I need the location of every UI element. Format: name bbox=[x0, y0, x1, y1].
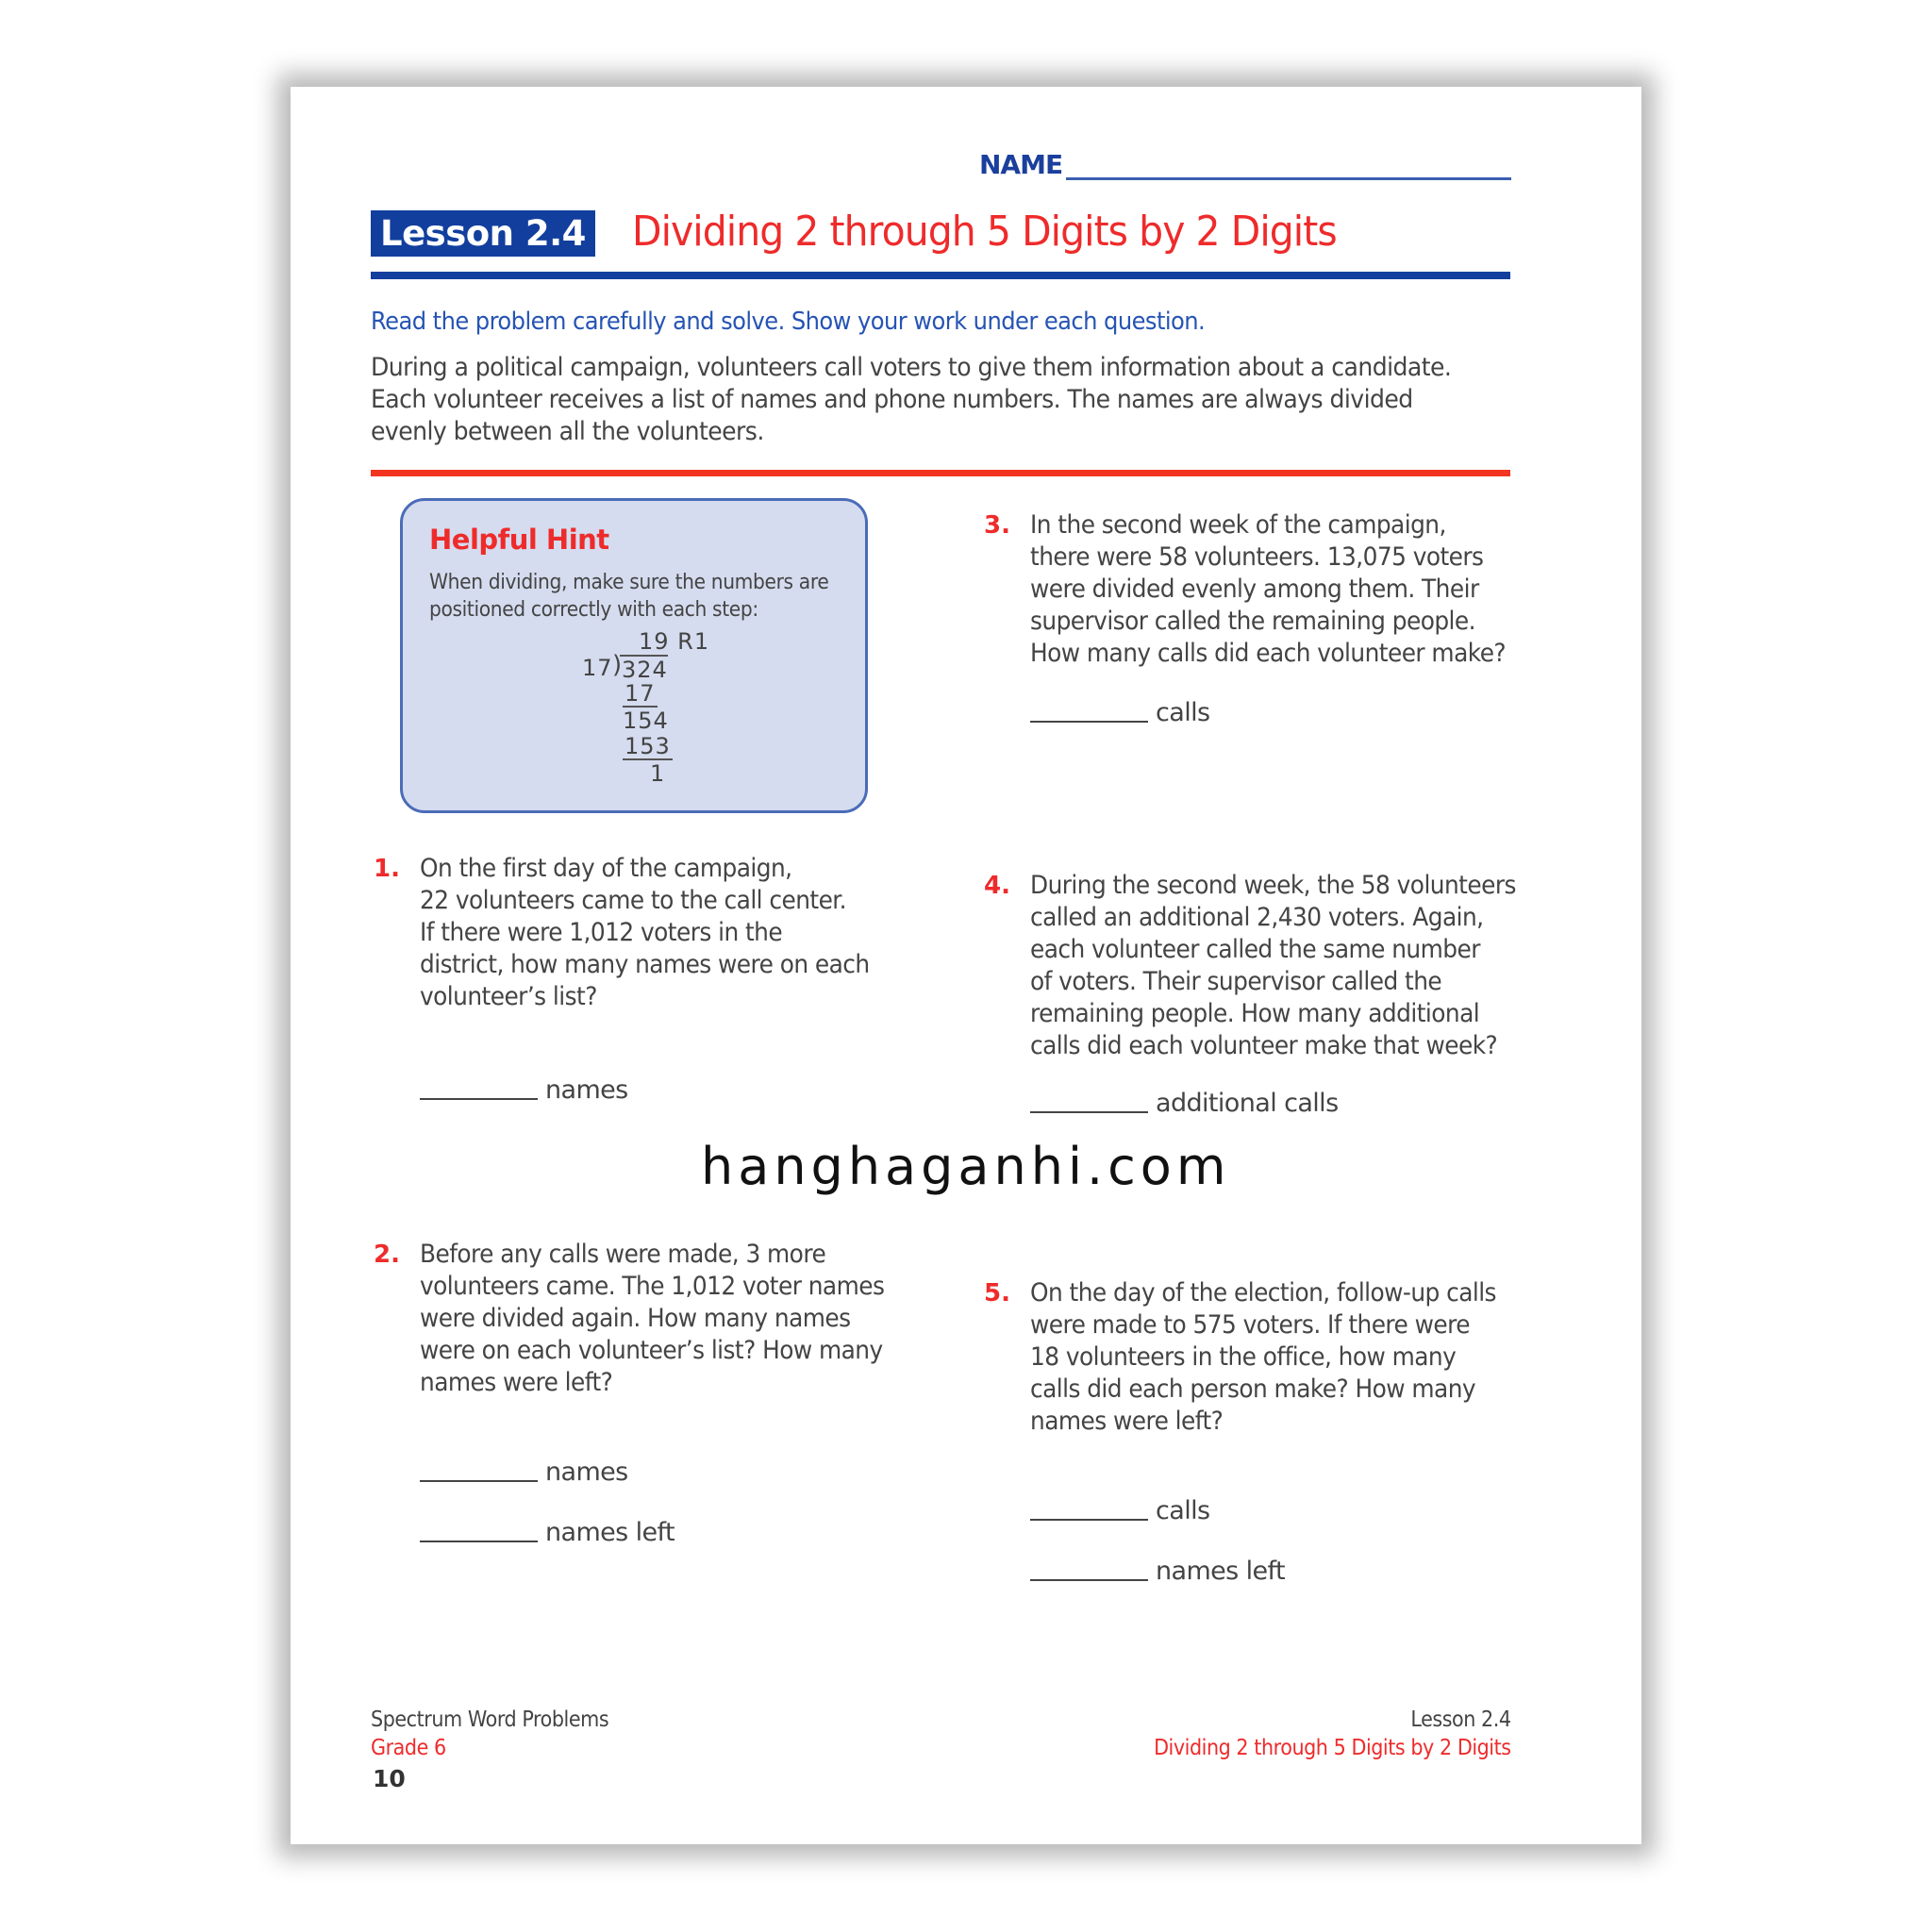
answer-blank[interactable] bbox=[420, 1098, 538, 1100]
question-number: 5. bbox=[984, 1279, 1010, 1307]
answer-field[interactable] bbox=[1030, 1089, 1339, 1118]
question-line: volunteers came. The 1,012 voter names bbox=[420, 1272, 885, 1301]
question-line: were made to 575 voters. If there were bbox=[1030, 1310, 1470, 1340]
question-text bbox=[420, 1239, 884, 1399]
division-step: 153 bbox=[625, 733, 671, 759]
question-line: If there were 1,012 voters in the bbox=[420, 918, 783, 947]
answer-unit: calls bbox=[1156, 698, 1210, 727]
answer-unit: calls bbox=[1156, 1496, 1210, 1525]
lesson-title: Dividing 2 through 5 Digits by 2 Digits bbox=[632, 208, 1337, 256]
division-remainder: 1 bbox=[650, 760, 666, 787]
question-line: were on each volunteer’s list? How many bbox=[420, 1336, 883, 1365]
lesson-badge: Lesson 2.4 bbox=[371, 210, 595, 257]
answer-blank[interactable] bbox=[1030, 721, 1148, 723]
footer-lesson-title: Dividing 2 through 5 Digits by 2 Digits bbox=[1154, 1736, 1511, 1760]
answer-unit: additional calls bbox=[1156, 1089, 1339, 1118]
question-line: volunteer’s list? bbox=[420, 982, 597, 1011]
question-text bbox=[420, 853, 870, 1013]
hint-text bbox=[429, 569, 828, 624]
intro-paragraph bbox=[371, 352, 1476, 448]
section-divider bbox=[371, 470, 1510, 476]
answer-unit: names left bbox=[545, 1518, 675, 1547]
answer-blank[interactable] bbox=[1030, 1519, 1148, 1521]
instructions: Read the problem carefully and solve. Show your work under each question. bbox=[371, 308, 1206, 336]
question-number: 2. bbox=[374, 1241, 400, 1269]
header-divider bbox=[371, 272, 1510, 279]
question-line: names were left? bbox=[420, 1368, 613, 1397]
name-field-line[interactable] bbox=[1066, 177, 1511, 180]
question-text bbox=[1030, 1277, 1496, 1438]
question-text bbox=[1030, 509, 1506, 670]
answer-blank[interactable] bbox=[420, 1480, 538, 1482]
dividend: 324 bbox=[622, 657, 668, 683]
question-line: were divided evenly among them. Their bbox=[1030, 575, 1479, 604]
question-line: On the day of the election, follow-up calls bbox=[1030, 1278, 1496, 1307]
page-number: 10 bbox=[373, 1765, 406, 1792]
question-number: 3. bbox=[984, 511, 1010, 540]
question-line: each volunteer called the same number bbox=[1030, 935, 1480, 964]
question-line: 18 volunteers in the office, how many bbox=[1030, 1342, 1457, 1372]
question-line: district, how many names were on each bbox=[420, 950, 870, 979]
question-line: were divided again. How many names bbox=[420, 1304, 851, 1333]
question-line: On the first day of the campaign, bbox=[420, 854, 792, 883]
division-step: 154 bbox=[623, 708, 669, 734]
division-bracket-icon: ) bbox=[612, 651, 624, 679]
footer-book-title: Spectrum Word Problems bbox=[371, 1707, 609, 1732]
intro-line: evenly between all the volunteers. bbox=[371, 417, 764, 446]
division-step: 17 bbox=[625, 680, 656, 707]
question-line: calls did each person make? How many bbox=[1030, 1374, 1476, 1404]
divisor: 17 bbox=[582, 655, 613, 681]
answer-blank[interactable] bbox=[420, 1541, 538, 1542]
question-line: remaining people. How many additional bbox=[1030, 999, 1480, 1028]
answer-unit: names left bbox=[1156, 1557, 1285, 1586]
answer-unit: names bbox=[545, 1075, 628, 1105]
question-line: During the second week, the 58 volunteers bbox=[1030, 871, 1516, 900]
footer-left bbox=[371, 1706, 608, 1762]
footer-right bbox=[1154, 1706, 1511, 1762]
question-line: called an additional 2,430 voters. Again, bbox=[1030, 903, 1484, 932]
question-line: there were 58 volunteers. 13,075 voters bbox=[1030, 542, 1484, 572]
footer-grade: Grade 6 bbox=[371, 1736, 446, 1760]
hint-line: positioned correctly with each step: bbox=[429, 598, 758, 622]
hint-title: Helpful Hint bbox=[429, 524, 609, 556]
question-number: 4. bbox=[984, 872, 1010, 900]
answer-field[interactable] bbox=[420, 1457, 628, 1487]
name-label: NAME bbox=[979, 149, 1063, 180]
question-line: 22 volunteers came to the call center. bbox=[420, 886, 847, 915]
footer-lesson: Lesson 2.4 bbox=[1410, 1707, 1511, 1732]
question-line: How many calls did each volunteer make? bbox=[1030, 639, 1507, 668]
watermark: hanghaganhi.com bbox=[701, 1137, 1231, 1196]
hint-line: When dividing, make sure the numbers are bbox=[429, 571, 829, 594]
intro-line: Each volunteer receives a list of names and phone numbers. The names are always divided bbox=[371, 385, 1413, 414]
answer-field[interactable] bbox=[420, 1075, 628, 1105]
answer-field[interactable] bbox=[420, 1518, 675, 1547]
worksheet-page bbox=[291, 87, 1641, 1844]
helpful-hint-box bbox=[400, 498, 868, 813]
question-line: supervisor called the remaining people. bbox=[1030, 607, 1475, 636]
intro-line: During a political campaign, volunteers call voters to give them information about a candidate. bbox=[371, 353, 1452, 382]
answer-blank[interactable] bbox=[1030, 1111, 1148, 1113]
question-line: names were left? bbox=[1030, 1407, 1224, 1436]
answer-blank[interactable] bbox=[1030, 1579, 1148, 1581]
quotient: 19 R1 bbox=[639, 628, 710, 655]
question-line: of voters. Their supervisor called the bbox=[1030, 967, 1442, 996]
question-number: 1. bbox=[374, 855, 400, 883]
answer-field[interactable] bbox=[1030, 698, 1209, 727]
question-line: In the second week of the campaign, bbox=[1030, 510, 1446, 540]
answer-unit: names bbox=[545, 1457, 628, 1487]
answer-field[interactable] bbox=[1030, 1557, 1285, 1586]
question-text bbox=[1030, 870, 1516, 1062]
question-line: Before any calls were made, 3 more bbox=[420, 1240, 826, 1269]
answer-field[interactable] bbox=[1030, 1496, 1209, 1525]
question-line: calls did each volunteer make that week? bbox=[1030, 1031, 1498, 1060]
